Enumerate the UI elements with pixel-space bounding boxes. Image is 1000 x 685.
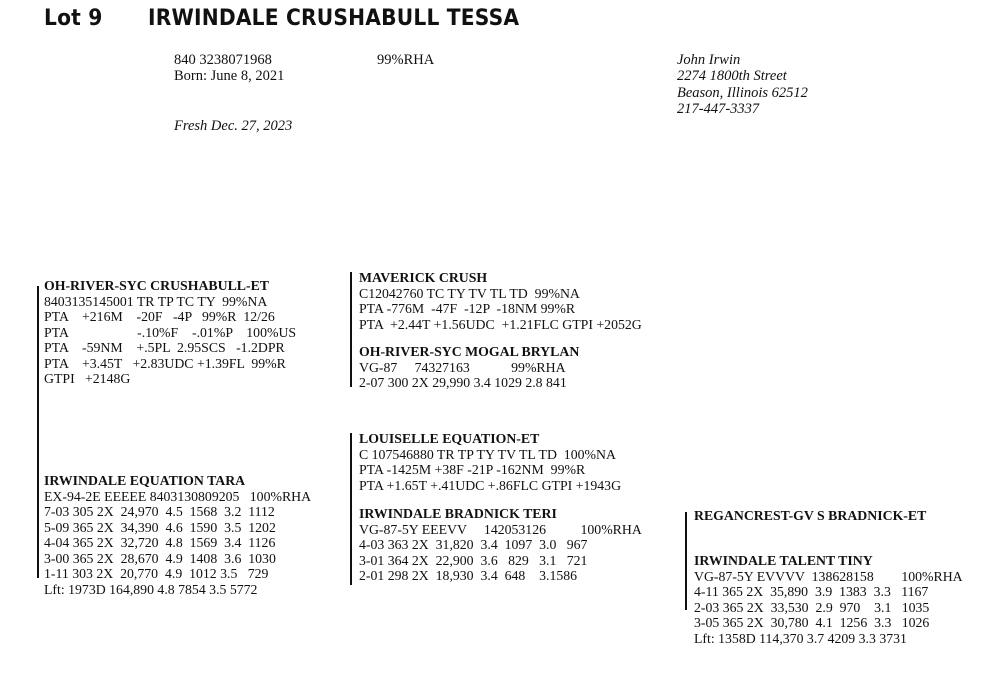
dam-dam-line: 3-01 364 2X 22,900 3.6 829 3.1 721 (359, 552, 588, 568)
sire-line: GTPI +2148G (44, 371, 131, 386)
sire-block (44, 278, 296, 387)
rha-percentage: 99%RHA (377, 52, 435, 68)
sire-dam-block (359, 344, 579, 391)
consignor-name: John Irwin (677, 52, 741, 68)
pedigree-line-dam (350, 433, 352, 585)
dam-block (44, 473, 311, 597)
ggdam-line: VG-87-5Y EVVVV 138628158 100%RHA (694, 568, 963, 584)
dam-line: 7-03 305 2X 24,970 4.5 1568 3.2 1112 (44, 504, 275, 519)
birth-date: Born: June 8, 2021 (174, 68, 285, 84)
dam-line: 3-00 365 2X 28,670 4.9 1408 3.6 1030 (44, 550, 276, 566)
dam-sire-block (359, 431, 621, 493)
dam-dam-name: IRWINDALE BRADNICK TERI (359, 506, 557, 521)
lot-number: Lot 9 (44, 6, 103, 31)
sire-line: 8403135145001 TR TP TC TY 99%NA (44, 293, 268, 309)
registration-number: 840 3238071968 (174, 52, 272, 68)
consignor-city: Beason, Illinois 62512 (677, 85, 808, 101)
sire-sire-line: C12042760 TC TY TV TL TD 99%NA (359, 285, 580, 301)
ggsire-name: REGANCREST-GV S BRADNICK-ET (694, 508, 927, 523)
ggdam-name: IRWINDALE TALENT TINY (694, 553, 873, 568)
dam-dam-line: 2-01 298 2X 18,930 3.4 648 3.1586 (359, 568, 578, 583)
sire-sire-line: PTA +2.44T +1.56UDC +1.21FLC GTPI +2052G (359, 316, 642, 332)
dam-dam-line: 4-03 363 2X 31,820 3.4 1097 3.0 967 (359, 537, 588, 552)
dam-dam-line: VG-87-5Y EEEVV 142053126 100%RHA (359, 521, 642, 537)
pedigree-line-dam-dam (685, 512, 687, 610)
dam-line: Lft: 1973D 164,890 4.8 7854 3.5 5772 (44, 581, 258, 597)
ggdam-block (694, 553, 963, 646)
dam-sire-line: PTA -1425M +38F -21P -162NM 99%R (359, 462, 586, 477)
consignor-street: 2274 1800th Street (677, 68, 787, 84)
sire-line: PTA +3.45T +2.83UDC +1.39FL 99%R (44, 355, 286, 371)
consignor-phone: 217-447-3337 (677, 101, 760, 117)
fresh-date: Fresh Dec. 27, 2023 (174, 118, 293, 134)
sire-dam-line: 2-07 300 2X 29,990 3.4 1029 2.8 841 (359, 375, 567, 390)
ggdam-line: Lft: 1358D 114,370 3.7 4209 3.3 3731 (694, 630, 907, 646)
sire-dam-name: OH-RIVER-SYC MOGAL BRYLAN (359, 344, 580, 359)
dam-line: 1-11 303 2X 20,770 4.9 1012 3.5 729 (44, 566, 269, 581)
dam-sire-line: PTA +1.65T +.41UDC +.86FLC GTPI +1943G (359, 477, 622, 493)
sire-line: PTA +216M -20F -4P 99%R 12/26 (44, 309, 275, 324)
dam-dam-block (359, 506, 642, 584)
ggsire-block (694, 508, 926, 524)
pedigree-line-main (37, 286, 39, 578)
ggdam-line: 3-05 365 2X 30,780 4.1 1256 3.3 1026 (694, 615, 930, 630)
sire-sire-name: MAVERICK CRUSH (359, 270, 488, 285)
animal-name: IRWINDALE CRUSHABULL TESSA (148, 6, 520, 31)
dam-line: 4-04 365 2X 32,720 4.8 1569 3.4 1126 (44, 535, 276, 550)
dam-name: IRWINDALE EQUATION TARA (44, 473, 246, 488)
sire-dam-line: VG-87 74327163 99%RHA (359, 359, 566, 375)
sire-sire-block (359, 270, 642, 332)
sire-line: PTA -.10%F -.01%P 100%US (44, 324, 297, 340)
sire-line: PTA -59NM +.5PL 2.95SCS -1.2DPR (44, 340, 285, 355)
ggdam-line: 2-03 365 2X 33,530 2.9 970 3.1 1035 (694, 599, 930, 615)
dam-line: 5-09 365 2X 34,390 4.6 1590 3.5 1202 (44, 519, 276, 535)
pedigree-line-sire (350, 272, 352, 387)
dam-sire-line: C 107546880 TR TP TY TV TL TD 100%NA (359, 446, 616, 462)
sire-name: OH-RIVER-SYC CRUSHABULL-ET (44, 278, 269, 293)
sire-sire-line: PTA -776M -47F -12P -18NM 99%R (359, 301, 576, 316)
dam-line: EX-94-2E EEEEE 8403130809205 100%RHA (44, 488, 312, 504)
ggdam-line: 4-11 365 2X 35,890 3.9 1383 3.3 1167 (694, 584, 929, 599)
dam-sire-name: LOUISELLE EQUATION-ET (359, 431, 540, 446)
